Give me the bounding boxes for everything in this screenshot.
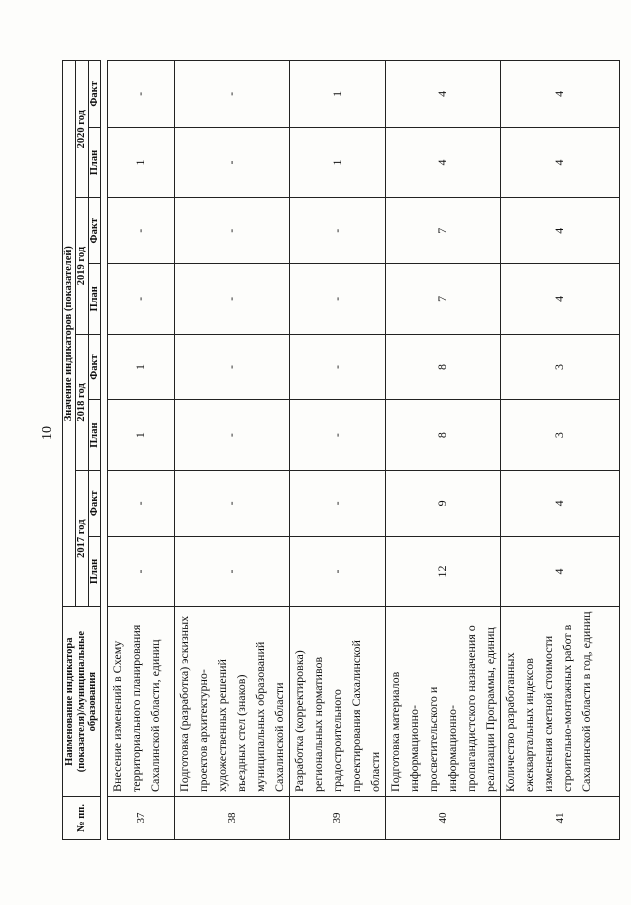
header-fact: Факт	[88, 198, 101, 264]
row-value: -	[175, 536, 290, 607]
row-value: 9	[386, 471, 501, 537]
row-name: Количество разработанных ежеквартальных индексов изменения сметной стоимости строительно-монтажных работ в Сахалинской области в год, единиц	[501, 607, 620, 797]
rotated-table-wrapper	[62, 60, 627, 840]
table-body	[101, 61, 620, 840]
table-row	[290, 61, 386, 840]
row-value: 4	[501, 198, 620, 264]
row-value: -	[175, 264, 290, 335]
indicators-table	[62, 60, 620, 840]
row-value: 8	[386, 334, 501, 400]
header-gap	[101, 61, 108, 840]
row-value: 4	[501, 471, 620, 537]
row-name: Подготовка (разработка) эскизных проектов архитектурно-художественных решений въездных стел (знаков) муниципальных образований Сахалинской области	[175, 607, 290, 797]
row-value: -	[175, 61, 290, 128]
row-value: -	[290, 334, 386, 400]
row-num: 40	[386, 796, 501, 839]
row-value: -	[108, 198, 175, 264]
table-row	[175, 61, 290, 840]
row-value: -	[290, 198, 386, 264]
header-plan: План	[88, 536, 101, 607]
row-value: 1	[108, 334, 175, 400]
row-value: 12	[386, 536, 501, 607]
page-number: 10	[40, 426, 55, 440]
row-name: Внесение изменений в Схему территориального планирования Сахалинской области, единиц	[108, 607, 175, 797]
row-name: Разработка (корректировка) региональных нормативов градостроительного проектирования Сахалинской области	[290, 607, 386, 797]
header-name: Наименование индикатора (показателя)/муниципальные образования	[63, 607, 101, 797]
row-value: -	[108, 61, 175, 128]
header-year-2019: 2019 год	[76, 198, 89, 334]
row-value: 4	[501, 536, 620, 607]
table-header	[63, 61, 101, 840]
row-num: 41	[501, 796, 620, 839]
row-num: 38	[175, 796, 290, 839]
header-plan: План	[88, 400, 101, 471]
table-row	[386, 61, 501, 840]
header-fact: Факт	[88, 334, 101, 400]
row-value: -	[290, 536, 386, 607]
row-value: 3	[501, 400, 620, 471]
row-value: -	[175, 471, 290, 537]
header-plan: План	[88, 264, 101, 335]
row-value: -	[108, 471, 175, 537]
row-value: 8	[386, 400, 501, 471]
row-value: -	[290, 471, 386, 537]
row-value: -	[175, 127, 290, 198]
row-value: 4	[386, 127, 501, 198]
table-row	[108, 61, 175, 840]
row-name: Подготовка материалов информационно-просветительского и информационно-пропагандистского назначения о реализации Программы, единиц	[386, 607, 501, 797]
header-fact: Факт	[88, 61, 101, 128]
header-year-2020: 2020 год	[76, 61, 89, 198]
row-value: -	[108, 536, 175, 607]
row-value: 4	[386, 61, 501, 128]
row-value: -	[290, 264, 386, 335]
row-num: 39	[290, 796, 386, 839]
row-value: -	[108, 264, 175, 335]
header-year-2018: 2018 год	[76, 334, 89, 470]
row-value: 1	[290, 127, 386, 198]
table-row	[501, 61, 620, 840]
header-year-2017: 2017 год	[76, 471, 89, 607]
row-num: 37	[108, 796, 175, 839]
row-value: 3	[501, 334, 620, 400]
header-fact: Факт	[88, 471, 101, 537]
row-value: -	[175, 198, 290, 264]
row-value: 4	[501, 61, 620, 128]
row-value: 7	[386, 264, 501, 335]
header-plan: План	[88, 127, 101, 198]
header-group: Значение индикаторов (показателей)	[63, 61, 76, 607]
row-value: 4	[501, 264, 620, 335]
row-value: -	[175, 334, 290, 400]
row-value: -	[290, 400, 386, 471]
row-value: -	[175, 400, 290, 471]
row-value: 1	[290, 61, 386, 128]
row-value: 7	[386, 198, 501, 264]
row-value: 1	[108, 400, 175, 471]
row-value: 1	[108, 127, 175, 198]
header-num: № пп.	[63, 796, 101, 839]
row-value: 4	[501, 127, 620, 198]
